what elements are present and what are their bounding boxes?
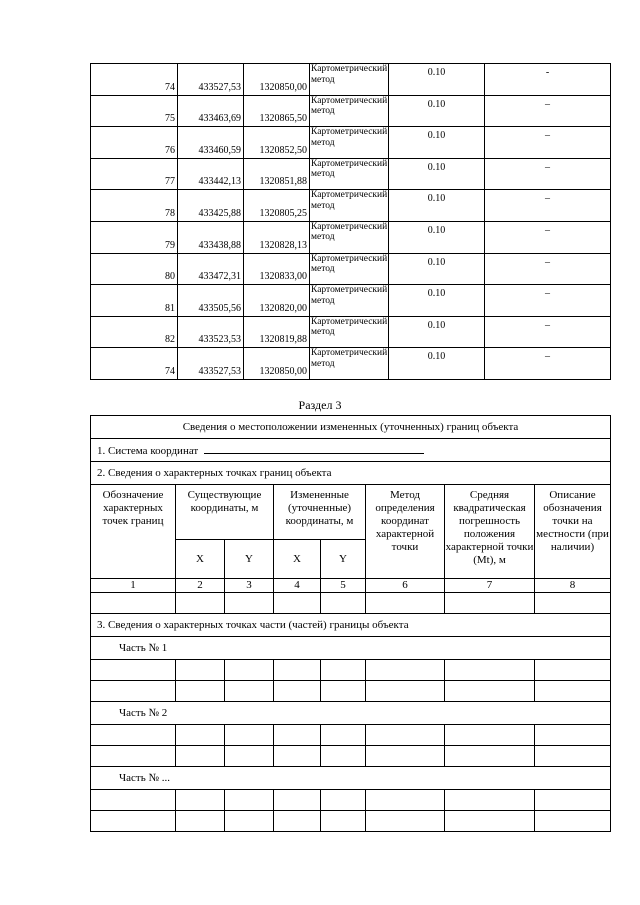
point-y: 1320852,50 bbox=[244, 127, 310, 159]
column-number: 1 bbox=[91, 579, 176, 593]
point-error: 0.10 bbox=[389, 95, 485, 127]
point-description: – bbox=[485, 158, 611, 190]
column-number: 3 bbox=[225, 579, 274, 593]
column-number: 8 bbox=[535, 579, 611, 593]
point-number: 77 bbox=[91, 158, 178, 190]
point-error: 0.10 bbox=[389, 348, 485, 380]
coord-system-row bbox=[91, 439, 611, 462]
point-error: 0.10 bbox=[389, 316, 485, 348]
point-y: 1320820,00 bbox=[244, 285, 310, 317]
point-error: 0.10 bbox=[389, 221, 485, 253]
point-x: 433527,53 bbox=[178, 64, 244, 96]
point-number: 82 bbox=[91, 316, 178, 348]
point-method: Картометрический метод bbox=[310, 285, 389, 317]
point-y: 1320828,13 bbox=[244, 221, 310, 253]
coord-system-label: 1. Система координат bbox=[97, 444, 199, 457]
point-x: 433442,13 bbox=[178, 158, 244, 190]
point-number: 75 bbox=[91, 95, 178, 127]
point-method: Картометрический метод bbox=[310, 221, 389, 253]
point-row bbox=[91, 348, 611, 380]
empty-row bbox=[91, 681, 611, 702]
column-number: 5 bbox=[321, 579, 366, 593]
point-method: Картометрический метод bbox=[310, 190, 389, 222]
col-header-changed-coords: Измененные (уточненные) координаты, м bbox=[274, 485, 366, 540]
point-row bbox=[91, 316, 611, 348]
point-y: 1320850,00 bbox=[244, 348, 310, 380]
col-header-designation: Обозначение характерных точек границ bbox=[91, 485, 176, 579]
point-row bbox=[91, 253, 611, 285]
col-header-changed-x: X bbox=[274, 540, 321, 579]
point-row bbox=[91, 190, 611, 222]
col-header-existing-x: X bbox=[176, 540, 225, 579]
part-label: Часть № 1 bbox=[91, 637, 611, 660]
points-table bbox=[90, 63, 611, 380]
parts-header: 3. Сведения о характерных точках части (частей) границы объекта bbox=[91, 614, 611, 637]
point-number: 74 bbox=[91, 64, 178, 96]
point-row bbox=[91, 127, 611, 159]
col-header-changed-y: Y bbox=[321, 540, 366, 579]
column-number: 7 bbox=[445, 579, 535, 593]
point-row bbox=[91, 285, 611, 317]
point-description: – bbox=[485, 348, 611, 380]
section-title: Раздел 3 bbox=[298, 398, 342, 412]
point-method: Картометрический метод bbox=[310, 348, 389, 380]
col-header-existing-y: Y bbox=[225, 540, 274, 579]
point-error: 0.10 bbox=[389, 158, 485, 190]
empty-row bbox=[91, 811, 611, 832]
point-x: 433523,53 bbox=[178, 316, 244, 348]
point-description: – bbox=[485, 285, 611, 317]
point-x: 433505,56 bbox=[178, 285, 244, 317]
point-row bbox=[91, 64, 611, 96]
point-number: 74 bbox=[91, 348, 178, 380]
part-label: Часть № ... bbox=[91, 767, 611, 790]
point-description: – bbox=[485, 253, 611, 285]
point-error: 0.10 bbox=[389, 285, 485, 317]
point-error: 0.10 bbox=[389, 64, 485, 96]
point-method: Картометрический метод bbox=[310, 253, 389, 285]
points-header: 2. Сведения о характерных точках границ объекта bbox=[91, 462, 611, 485]
point-x: 433472,31 bbox=[178, 253, 244, 285]
col-header-error: Средняя квадратическая погрешность положения характерной точки (Mt), м bbox=[445, 485, 535, 579]
point-method: Картометрический метод bbox=[310, 316, 389, 348]
empty-row bbox=[91, 790, 611, 811]
column-number: 6 bbox=[366, 579, 445, 593]
point-x: 433438,88 bbox=[178, 221, 244, 253]
point-error: 0.10 bbox=[389, 190, 485, 222]
point-y: 1320833,00 bbox=[244, 253, 310, 285]
point-error: 0.10 bbox=[389, 127, 485, 159]
point-y: 1320865,50 bbox=[244, 95, 310, 127]
point-description: - bbox=[485, 64, 611, 96]
empty-row bbox=[91, 660, 611, 681]
column-numbers-row bbox=[91, 579, 611, 593]
section-3-table bbox=[90, 415, 611, 832]
point-method: Картометрический метод bbox=[310, 127, 389, 159]
col-header-existing-coords: Существующие координаты, м bbox=[176, 485, 274, 540]
point-x: 433527,53 bbox=[178, 348, 244, 380]
col-header-description: Описание обозначения точки на местности (при наличии) bbox=[535, 485, 611, 579]
point-number: 80 bbox=[91, 253, 178, 285]
table-title: Сведения о местоположении измененных (уточненных) границ объекта bbox=[91, 416, 611, 439]
point-row bbox=[91, 221, 611, 253]
point-y: 1320805,25 bbox=[244, 190, 310, 222]
point-error: 0.10 bbox=[389, 253, 485, 285]
point-row bbox=[91, 158, 611, 190]
point-number: 81 bbox=[91, 285, 178, 317]
point-number: 79 bbox=[91, 221, 178, 253]
point-method: Картометрический метод bbox=[310, 64, 389, 96]
coord-system-blank-line bbox=[204, 443, 424, 454]
column-number: 2 bbox=[176, 579, 225, 593]
point-y: 1320819,88 bbox=[244, 316, 310, 348]
col-header-method: Метод определения координат характерной точки bbox=[366, 485, 445, 579]
part-label: Часть № 2 bbox=[91, 702, 611, 725]
point-description: – bbox=[485, 127, 611, 159]
point-x: 433460,59 bbox=[178, 127, 244, 159]
point-method: Картометрический метод bbox=[310, 95, 389, 127]
point-y: 1320851,88 bbox=[244, 158, 310, 190]
point-description: – bbox=[485, 221, 611, 253]
point-number: 76 bbox=[91, 127, 178, 159]
point-description: – bbox=[485, 190, 611, 222]
empty-row bbox=[91, 725, 611, 746]
column-number: 4 bbox=[274, 579, 321, 593]
empty-row bbox=[91, 746, 611, 767]
point-x: 433463,69 bbox=[178, 95, 244, 127]
empty-row bbox=[91, 593, 611, 614]
point-row bbox=[91, 95, 611, 127]
point-number: 78 bbox=[91, 190, 178, 222]
point-y: 1320850,00 bbox=[244, 64, 310, 96]
point-x: 433425,88 bbox=[178, 190, 244, 222]
point-method: Картометрический метод bbox=[310, 158, 389, 190]
point-description: – bbox=[485, 95, 611, 127]
point-description: – bbox=[485, 316, 611, 348]
